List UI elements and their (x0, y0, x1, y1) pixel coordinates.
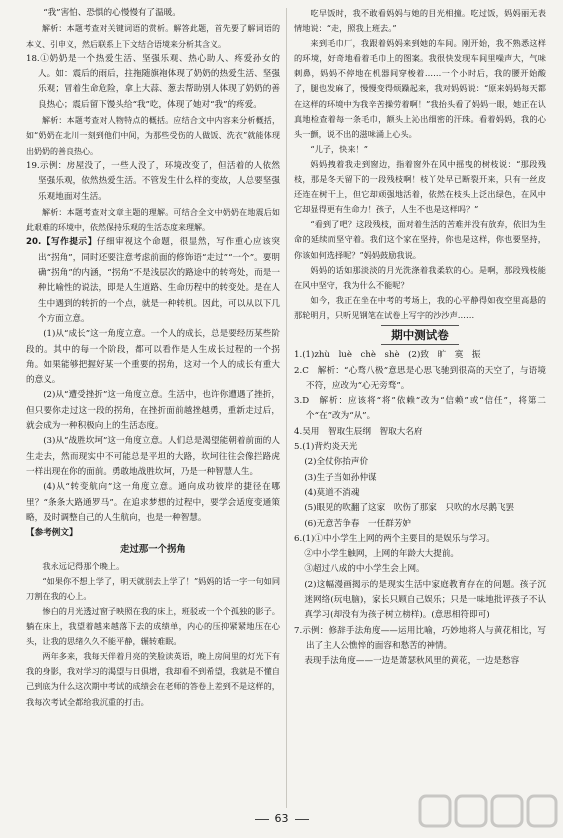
answer-4: 4.吴用 智取生辰纲 智取大名府 (294, 426, 423, 437)
essay-paragraph: 妈妈的话如那淡淡的月光洗涤着我柔软的心。是啊，那段残枝能在风中坚守，我为什么不能呢？ (294, 264, 546, 290)
answer-1: 1.(1)zhù luè chè shè (2)致 旷 寞 振 (294, 350, 481, 361)
writing-hint-heading: 20.【写作提示】 (26, 237, 97, 248)
analysis-note: 解析：本题考查对关键词语的赏析。解答此题，首先要了解词语的本义、引申义，然后联系上下文结合语境来分析其含义。 (26, 24, 280, 49)
column-divider (286, 8, 287, 808)
essay-paragraph: 我永远记得那个晚上。 (42, 560, 125, 571)
answer-3: 3.D 解析：应该将“将”依赖“改为“信赖”或“信任”，将第二个“在”改为“从”。 (294, 396, 546, 422)
answer-5-item: (4)莫道不消魂 (304, 487, 360, 498)
answer-5-item: (5)眼见的吹翻了这家 吹伤了那家 只吹的水尽鹅飞罢 (304, 503, 515, 514)
analysis-note: 解析：本题考查对文章主题的理解。可结合全文中奶奶在地震后如此艰难的环境中，依然保持乐观的生活态度来理解。 (26, 207, 280, 233)
answer-5-item: (6)无意苦争春 一任群芳妒 (304, 518, 412, 529)
essay-paragraph: 来到毛巾厂，我跟着妈妈来到她的车间。刚开始，我不熟悉这样的环境，好奇地看着毛巾上的图案。我很快发现车间里噪声大，气味刺鼻，妈妈不停地在机器间穿梭着……一个小时后，我的腰开始酸了，腿也发麻了，慢慢变得烦躁起来，我对妈妈说：“原来妈妈每天都在这样的环境中为我辛苦操劳着啊！”我抬头看了妈妈一眼，她正在认真地检查着每一条毛巾，额头上沁出细密的汗珠。看着妈妈，我的心头一颤，说不出的滋味涌上心头。 (294, 38, 546, 139)
answer-7-item: 表现手法角度——一边是萧瑟秋风里的黄花，一边是愁容 (304, 656, 520, 667)
left-column (26, 6, 280, 710)
writing-angle-1: (1)从“成长”这一角度立意。一个人的成长，总是要经历某些阶段的。其中的每一个阶段，都可以看作是人生成长过程的一个拐角。如果能够把握好某一个重要的拐角，这对一个人的成长有重大的意义。 (26, 329, 280, 386)
essay-paragraph: 妈妈拽着我走到窗边，指着窗外在风中摇曳的树枝说：“那段残枝，那是冬天留下的一段残枝啊！枝丫处早已断裂开来，只有一丝皮还连在树干上，但它却顽强地活着，依然在枝头上泛出绿色，在风中它却显得更有生命力！孩子，人生不也是这样吗？” (294, 158, 546, 215)
essay-paragraph: “看到了吧？这段残枝，面对着生活的苦难并没有放弃，依旧为生命的延续而坚守着。我们这个家在坚持，你也是这样，你也要坚持，你该如何选择呢？”妈妈鼓励我说。 (294, 219, 546, 260)
analysis-note: 解析：本题考查对人物特点的概括。应结合文中内容来分析概括，如“奶奶在北川一刻到他们中间，为那些受伤的人做饭、洗衣”就能体现出奶奶的善良热心。 (26, 116, 280, 156)
reference-essay-heading: 【参考例文】 (26, 528, 78, 539)
essay-paragraph: 两年多来，我每天伴着月亮的笑脸读英语，晚上房间里的灯光下有我的身影，我对学习的渴望与日俱增，我却看不到希望，我就是不懂自己到底为什么这次期中考试的成绩会在老师的答卷上差到不是这样的，我每次考试全都给我沉重的打击。 (26, 651, 280, 707)
writing-angle-3: (3)从“战胜坎坷”这一角度立意。人们总是渴望能朝着前面的人生走去，然而现实中不可能总是平坦的大路，坎坷往往会像拦路虎一样出现在你的面前。勇敢地战胜坎坷，乃是一种智慧人生。 (26, 436, 280, 477)
essay-title: 走过那一个拐角 (120, 544, 186, 556)
answer-5: 5.(1)背灼炎天光 (294, 442, 358, 453)
answer-5-item: (2)全仗你抬声价 (304, 457, 369, 468)
writing-angle-2: (2)从“遭受挫折”这一角度立意。生活中，也许你遭遇了挫折，但只要你走过这一段的拐角，在挫折面前越挫越勇，重新走过后，就会成为一种积极向上的生活态度。 (26, 390, 280, 432)
writing-hint-text: 仔细审视这个命题，很显然，写作重心应该突出“拐角”，同时还要注意考虑前面的修饰语“走过”“一个”。要明确“拐角”的内涵，“拐角”不是浅层次的路途中的转弯处，而是一种比喻性的说法，即是人生道路、生命历程中的转变处。是在人生中遇到的转折的一个点，就是一种转机。因此，可以从以下几个方面立意。 (38, 237, 280, 324)
answer-6-item: ②中小学生触网，上网的年龄大大提前。 (304, 549, 460, 560)
essay-paragraph: “如果你不想上学了，明天就别去上学了！”妈妈的话一字一句如同刀割在我的心上。 (26, 575, 281, 601)
answer-6: 6.(1)①中小学生上网的两个主要目的是娱乐与学习。 (294, 533, 495, 544)
answer-6-item: ③超过八成的中小学生会上网。 (304, 564, 425, 575)
right-column (294, 6, 546, 670)
essay-paragraph: 如今，我正在坐在中考的考场上，我的心平静得如夜空里高悬的那轮明月，只听见钢笔在试卷上写字的沙沙声…… (294, 294, 546, 320)
writing-angle-4: (4)从“转变航向”这一角度立意。通向成功彼岸的捷径在哪里？“条条大路通罗马”。在追求梦想的过程中，要学会适度变通策略，及时调整自己的人生航向，也是一种智慧。 (26, 482, 280, 523)
answer-7: 7.示例：修辞手法角度——运用比喻，巧妙地将人与黄花相比，写出了主人公憔悴的面容和愁苦的神情。 (294, 625, 546, 651)
answer-6-item: (2)这幅漫画揭示的是现实生活中家庭教育存在的问题。孩子沉迷网络(玩电脑)，家长只顾自己娱乐；只是一味地批评孩子不认真学习(却没有为孩子树立榜样)。(意思相符即可) (304, 579, 546, 621)
essay-paragraph: 惨白的月光透过窗子映照在我的床上，班驳或一个个孤独的影子。躺在床上，我望着越来越落下去的成绩单，内心的压抑紧紧地压在心头，让我的思绪久久不能平静，辗转难眠。 (26, 605, 280, 647)
answer-18: 18.①奶奶是一个热爱生活、坚强乐观、热心助人、疼爱孙女的人。如：震后的雨后，拄拖随旗袍体现了奶奶的热爱生活、坚强乐观；冒着生命危险，拿上大蒜、葱去帮助别人体现了奶奶的善良热心；震后留下馒头给“我”吃，体现了她对“我”的疼爱。 (26, 53, 280, 110)
essay-paragraph: “儿子，快来！” (310, 143, 368, 154)
essay-paragraph: 吃早饭时，我不敢看妈妈与她的目光相撞。吃过饭，妈妈丽无表情地说：“走，照我上班去。” (294, 8, 546, 34)
answer-2: 2.C 解析：“心骛八极”意思是心思飞驰到很高的天空了，与语境不符，应改为“心无旁骛”。 (294, 365, 546, 391)
answer-19: 19.示例：房屋没了，一些人没了，环境改变了，但活着的人依然坚强乐观，依然热爱生活。不管发生什么样的变故，人总要坚强乐观地面对生活。 (26, 160, 280, 202)
section-title-text: 期中测试卷 (381, 325, 459, 345)
answer-5-item: (3)生子当如孙仲谋 (304, 472, 377, 483)
section-title (294, 328, 546, 343)
text-line: “我”害怕、恐惧的心慢慢有了温暖。 (43, 8, 181, 18)
page-number: 63 (0, 812, 563, 825)
